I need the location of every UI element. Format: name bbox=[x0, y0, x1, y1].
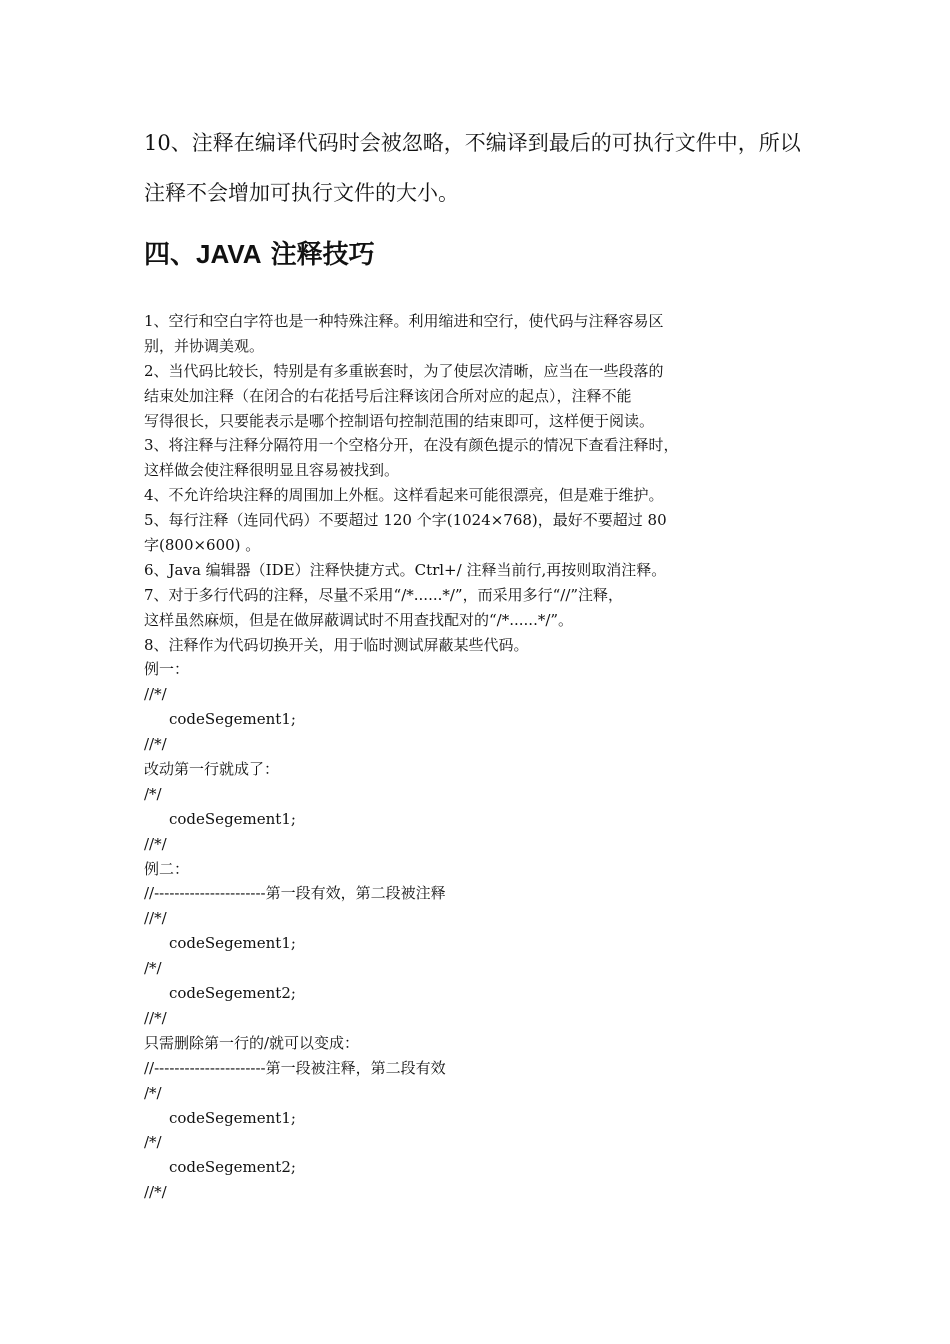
code-line: //----------------------第一段被注释，第二段有效 bbox=[144, 1058, 446, 1077]
text-line: 6、Java 编辑器（IDE）注释快捷方式。Ctrl+/ 注释当前行,再按则取消注释。 bbox=[144, 560, 667, 579]
section-heading bbox=[144, 236, 375, 273]
code-line: /*/ bbox=[144, 1083, 162, 1102]
text-line: 写得很长，只要能表示是哪个控制语句控制范围的结束即可，这样便于阅读。 bbox=[144, 411, 655, 430]
intro-line-2: 注释不会增加可执行文件的大小。 bbox=[144, 181, 459, 205]
code-line: codeSegement2; bbox=[169, 984, 296, 1003]
code-line: codeSegement1; bbox=[169, 934, 296, 953]
code-line: //*/ bbox=[144, 1008, 167, 1027]
code-line: /*/ bbox=[144, 784, 162, 803]
code-line: //*/ bbox=[144, 909, 167, 928]
text-line: 字(800×600) 。 bbox=[144, 536, 261, 555]
code-line: /*/ bbox=[144, 959, 162, 978]
code-line: //*/ bbox=[144, 1183, 167, 1202]
text-line: 7、对于多行代码的注释，尽量不采用“/*......*/”，而采用多行“//”注释， bbox=[144, 585, 624, 604]
section-heading-prefix: 四、 bbox=[144, 240, 197, 270]
tips-body bbox=[144, 309, 844, 1205]
code-line: codeSegement2; bbox=[169, 1158, 296, 1177]
code-line: codeSegement1; bbox=[169, 1108, 296, 1127]
code-line: //----------------------第一段有效，第二段被注释 bbox=[144, 884, 446, 903]
example-label: 例二： bbox=[144, 859, 190, 878]
text-line: 这样做会使注释很明显且容易被找到。 bbox=[144, 461, 400, 480]
intro-line-1: 10、注释在编译代码时会被忽略，不编译到最后的可执行文件中，所以 bbox=[144, 131, 801, 155]
code-line: codeSegement1; bbox=[169, 710, 296, 729]
code-line: /*/ bbox=[144, 1133, 162, 1152]
code-line: //*/ bbox=[144, 735, 167, 754]
code-line: codeSegement1; bbox=[169, 809, 296, 828]
text-line: 2、当代码比较长，特别是有多重嵌套时，为了使层次清晰，应当在一些段落的 bbox=[144, 361, 664, 380]
text-line: 结束处加注释（在闭合的右花括号后注释该闭合所对应的起点），注释不能 bbox=[144, 386, 632, 405]
text-line: 8、注释作为代码切换开关，用于临时测试屏蔽某些代码。 bbox=[144, 635, 529, 654]
text-line: 只需删除第一行的/就可以变成： bbox=[144, 1033, 360, 1052]
text-line: 4、不允许给块注释的周围加上外框。这样看起来可能很漂亮，但是难于维护。 bbox=[144, 486, 664, 505]
intro-paragraph bbox=[144, 118, 844, 218]
text-line: 这样虽然麻烦，但是在做屏蔽调试时不用查找配对的“/*......*/”。 bbox=[144, 610, 574, 629]
text-line: 1、空行和空白字符也是一种特殊注释。利用缩进和空行，使代码与注释容易区 bbox=[144, 312, 664, 330]
example-label: 例一： bbox=[144, 660, 190, 679]
section-heading-suffix: 注释技巧 bbox=[261, 240, 375, 270]
code-line: //*/ bbox=[144, 834, 167, 853]
text-line: 3、将注释与注释分隔符用一个空格分开，在没有颜色提示的情况下查看注释时， bbox=[144, 436, 679, 455]
text-line: 改动第一行就成了： bbox=[144, 760, 280, 779]
text-line: 别，并协调美观。 bbox=[144, 336, 265, 355]
section-heading-latin: JAVA bbox=[196, 239, 262, 269]
code-line: //*/ bbox=[144, 685, 167, 704]
text-line: 5、每行注释（连同代码）不要超过 120 个字(1024×768)，最好不要超过 80 bbox=[144, 511, 667, 530]
